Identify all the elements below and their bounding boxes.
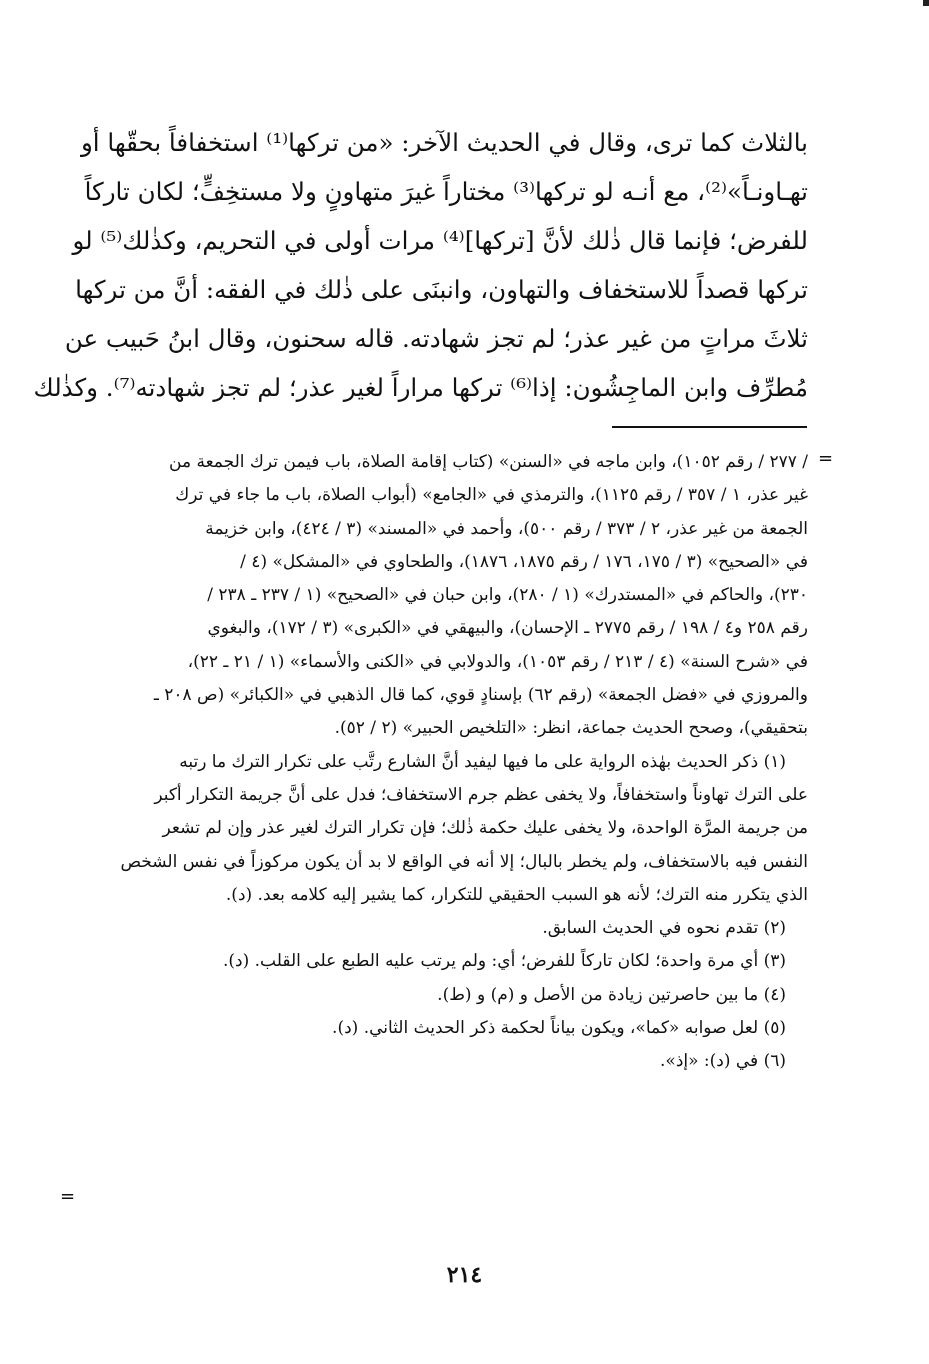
main-text-line: مُطرِّف وابن الماجِشُون: إذا⁽⁶⁾ تركها مراراً لغير عذر؛ لم تجز شهادته⁽⁷⁾. وكذٰلك bbox=[33, 373, 808, 402]
main-text-line: تركها قصداً للاستخفاف والتهاون، وانبنَى على ذٰلك في الفقه: أنَّ من تركها bbox=[75, 275, 808, 304]
page-number: ٢١٤ bbox=[446, 1262, 483, 1288]
footnote-continued-line: بتحقيقي)، وصحح الحديث جماعة، انظر: «التلخيص الحبير» (٢ / ٥٢). bbox=[334, 718, 808, 739]
footnote-1-line: على الترك تهاوناً واستخفافاً، ولا يخفى عظم جرم الاستخفاف؛ فدل على أنَّ جريمة التكرار أكبر bbox=[154, 784, 808, 805]
main-text-line: تهـاونـاً»⁽²⁾، مع أنـه لو تركها⁽³⁾ مختاراً غيرَ متهاونٍ ولا مستخِفٍّ؛ لكان تاركاً bbox=[84, 177, 808, 206]
main-text-line: بالثلاث كما ترى، وقال في الحديث الآخر: «من تركها⁽¹⁾ استخفافاً بحقّها أو bbox=[80, 128, 808, 157]
scan-corner-mark bbox=[923, 0, 929, 6]
footnote-separator-rule bbox=[612, 426, 807, 428]
footnote-1-line: (١) ذكر الحديث بهٰذه الرواية على ما فيها ليفيد أنَّ الشارع رتَّب على تكرار الترك ما رتبه bbox=[179, 751, 786, 772]
footnote-1-line: الذي يتكرر منه الترك؛ لأنه هو السبب الحقيقي للتكرار، كما يشير إليه كلامه بعد. (د). bbox=[225, 884, 808, 905]
footnote-continuation-mark: = bbox=[818, 448, 834, 469]
footnotes-section bbox=[78, 446, 808, 1079]
footnote-5: (٥) لعل صوابه «كما»، ويكون بياناً لحكمة ذكر الحديث الثاني. (د). bbox=[332, 1018, 786, 1039]
footnote-3: (٣) أي مرة واحدة؛ لكان تاركاً للفرض؛ أي: ولم يرتب عليه الطبع على القلب. (د). bbox=[223, 951, 786, 972]
main-text-line: للفرض؛ فإنما قال ذٰلك لأنَّ [تركها]⁽⁴⁾ مرات أولى في التحريم، وكذٰلك⁽⁵⁾ لو bbox=[72, 226, 808, 255]
footnote-1-line: من جريمة المرَّة الواحدة، ولا يخفى عليك حكمة ذٰلك؛ فإن تكرار الترك لغير عذر وإن لم تشعر bbox=[162, 818, 808, 839]
next-page-continuation-mark: = bbox=[60, 1186, 76, 1207]
footnote-continued-line: في «الصحيح» (٣ / ١٧٥، ١٧٦ / رقم ١٨٧٥، ١٨٧٦)، والطحاوي في «المشكل» (٤ / bbox=[240, 551, 808, 572]
footnote-continued-line: رقم ٢٥٨ و٤ / ١٩٨ / رقم ٢٧٧٥ ـ الإحسان)، والبيهقي في «الكبرى» (٣ / ١٧٢)، والبغوي bbox=[207, 618, 808, 639]
footnote-continued-line: / ٢٧٧ / رقم ١٠٥٢)، وابن ماجه في «السنن» (كتاب إقامة الصلاة، باب فيمن ترك الجمعة من bbox=[169, 452, 808, 472]
footnote-continued-line: ٢٣٠)، والحاكم في «المستدرك» (١ / ٢٨٠)، وابن حبان في «الصحيح» (١ / ٢٣٧ ـ ٢٣٨ / bbox=[207, 585, 808, 606]
footnote-2: (٢) تقدم نحوه في الحديث السابق. bbox=[542, 918, 786, 939]
footnote-6: (٦) في (د): «إذ». bbox=[660, 1051, 786, 1072]
main-text-body bbox=[33, 118, 808, 412]
footnote-continued-line: في «شرح السنة» (٤ / ٢١٣ / رقم ١٠٥٣)، والدولابي في «الكنى والأسماء» (١ / ٢١ ـ ٢٢)، bbox=[187, 651, 808, 672]
footnote-1-line: النفس فيه بالاستخفاف، ولم يخطر بالبال؛ إلا أنه في الواقع لا بد أن يكون مركوزاً في نفس الشخص bbox=[120, 851, 808, 872]
footnote-continued-line: والمروزي في «فضل الجمعة» (رقم ٦٢) بإسنادٍ قوي، كما قال الذهبي في «الكبائر» (ص ٢٠٨ ـ bbox=[153, 685, 808, 706]
footnote-continued-line: الجمعة من غير عذر، ٢ / ٣٧٣ / رقم ٥٠٠)، وأحمد في «المسند» (٣ / ٤٢٤)، وابن خزيمة bbox=[205, 518, 808, 539]
footnote-continued-line: غير عذر، ١ / ٣٥٧ / رقم ١١٢٥)، والترمذي في «الجامع» (أبواب الصلاة، باب ما جاء في ترك bbox=[175, 485, 808, 506]
main-text-line: ثلاثَ مراتٍ من غير عذر؛ لم تجز شهادته. قاله سحنون، وقال ابنُ حَبيب عن bbox=[64, 324, 808, 353]
footnote-4: (٤) ما بين حاصرتين زيادة من الأصل و (م) و (ط). bbox=[437, 984, 786, 1005]
